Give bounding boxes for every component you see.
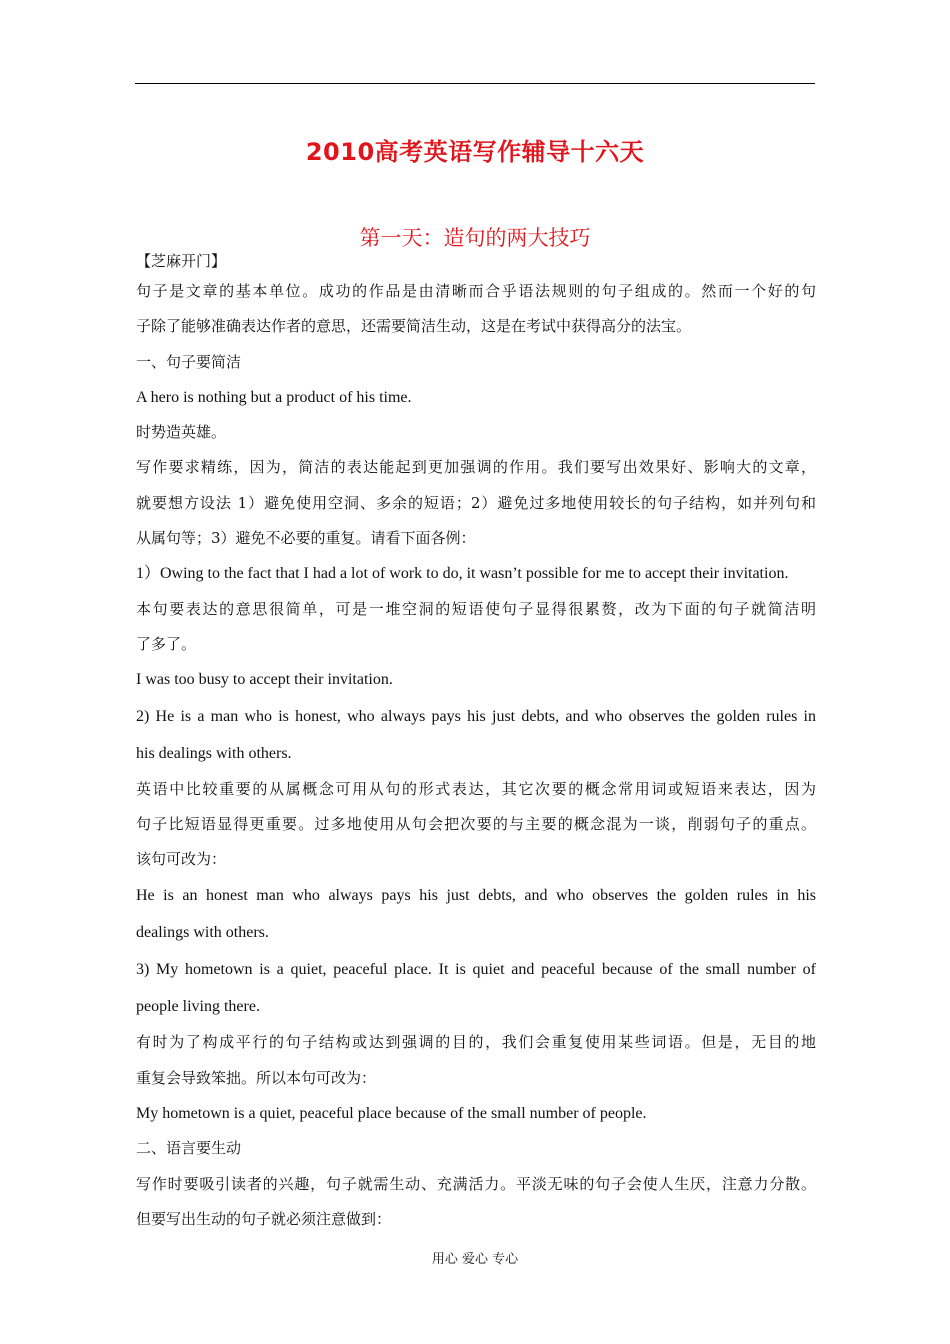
- document-title: 2010高考英语写作辅导十六天: [305, 138, 645, 166]
- paragraph-line: 该句可改为：: [136, 850, 227, 869]
- paragraph-line: 句子比短语显得更重要。过多地使用从句会把次要的与主要的概念混为一谈，削弱句子的重点。: [136, 814, 816, 833]
- example-sentence: My hometown is a quiet, peaceful place because of the small number of people.: [136, 1105, 647, 1123]
- header-rule: [135, 83, 815, 84]
- paragraph-line: 时势造英雄。: [136, 423, 227, 442]
- section-tag: 【芝麻开门】: [136, 252, 227, 270]
- example-sentence: He is an honest man who always pays his just debts, and who observes the golden rules in his: [136, 887, 816, 905]
- example-sentence: dealings with others.: [136, 924, 269, 942]
- example-sentence: his dealings with others.: [136, 744, 292, 762]
- example-sentence: people living there.: [136, 998, 260, 1016]
- heading-line: 一、句子要简洁: [136, 352, 242, 371]
- paragraph-line: 但要写出生动的句子就必须注意做到：: [136, 1209, 392, 1228]
- example-sentence: 3) My hometown is a quiet, peaceful place. It is quiet and peaceful because of the small number of: [136, 961, 816, 979]
- paragraph-line: 了多了。: [136, 634, 197, 653]
- paragraph-line: 写作时要吸引读者的兴趣，句子就需生动、充满活力。平淡无味的句子会使人生厌，注意力分散。: [136, 1174, 816, 1193]
- heading-line: 二、语言要生动: [136, 1139, 242, 1158]
- section-title: 第一天：造句的两大技巧: [359, 226, 591, 250]
- paragraph-line: 子除了能够准确表达作者的意思，还需要简洁生动，这是在考试中获得高分的法宝。: [136, 317, 692, 336]
- paragraph-line: 写作要求精练，因为，简洁的表达能起到更加强调的作用。我们要写出效果好、影响大的文章，: [136, 458, 816, 477]
- paragraph-line: 重复会导致笨拙。所以本句可改为：: [136, 1068, 377, 1087]
- paragraph-line: 就要想方设法 1）避免使用空洞、多余的短语；2）避免过多地使用较长的句子结构，如并列句和: [136, 493, 816, 512]
- paragraph-line: 从属句等；3）避免不必要的重复。请看下面各例：: [136, 529, 476, 548]
- document-body: [136, 248, 816, 1237]
- page-footer: 用心 爱心 专心: [431, 1252, 519, 1267]
- example-sentence: 2) He is a man who is honest, who always pays his just debts, and who observes the golden rules in: [136, 707, 816, 725]
- paragraph-line: 本句要表达的意思很简单，可是一堆空洞的短语使句子显得很累赘，改为下面的句子就简洁明: [136, 599, 816, 618]
- example-sentence: I was too busy to accept their invitation.: [136, 671, 393, 689]
- paragraph-line: 句子是文章的基本单位。成功的作品是由清晰而合乎语法规则的句子组成的。然而一个好的句: [136, 282, 816, 300]
- example-sentence: A hero is nothing but a product of his time.: [136, 388, 412, 406]
- paragraph-line: 英语中比较重要的从属概念可用从句的形式表达，其它次要的概念常用词或短语来表达，因为: [136, 779, 816, 798]
- example-sentence: 1）Owing to the fact that I had a lot of work to do, it wasn’t possible for me to accept their invitation.: [136, 565, 789, 583]
- paragraph-line: 有时为了构成平行的句子结构或达到强调的目的，我们会重复使用某些词语。但是，无目的地: [136, 1033, 816, 1052]
